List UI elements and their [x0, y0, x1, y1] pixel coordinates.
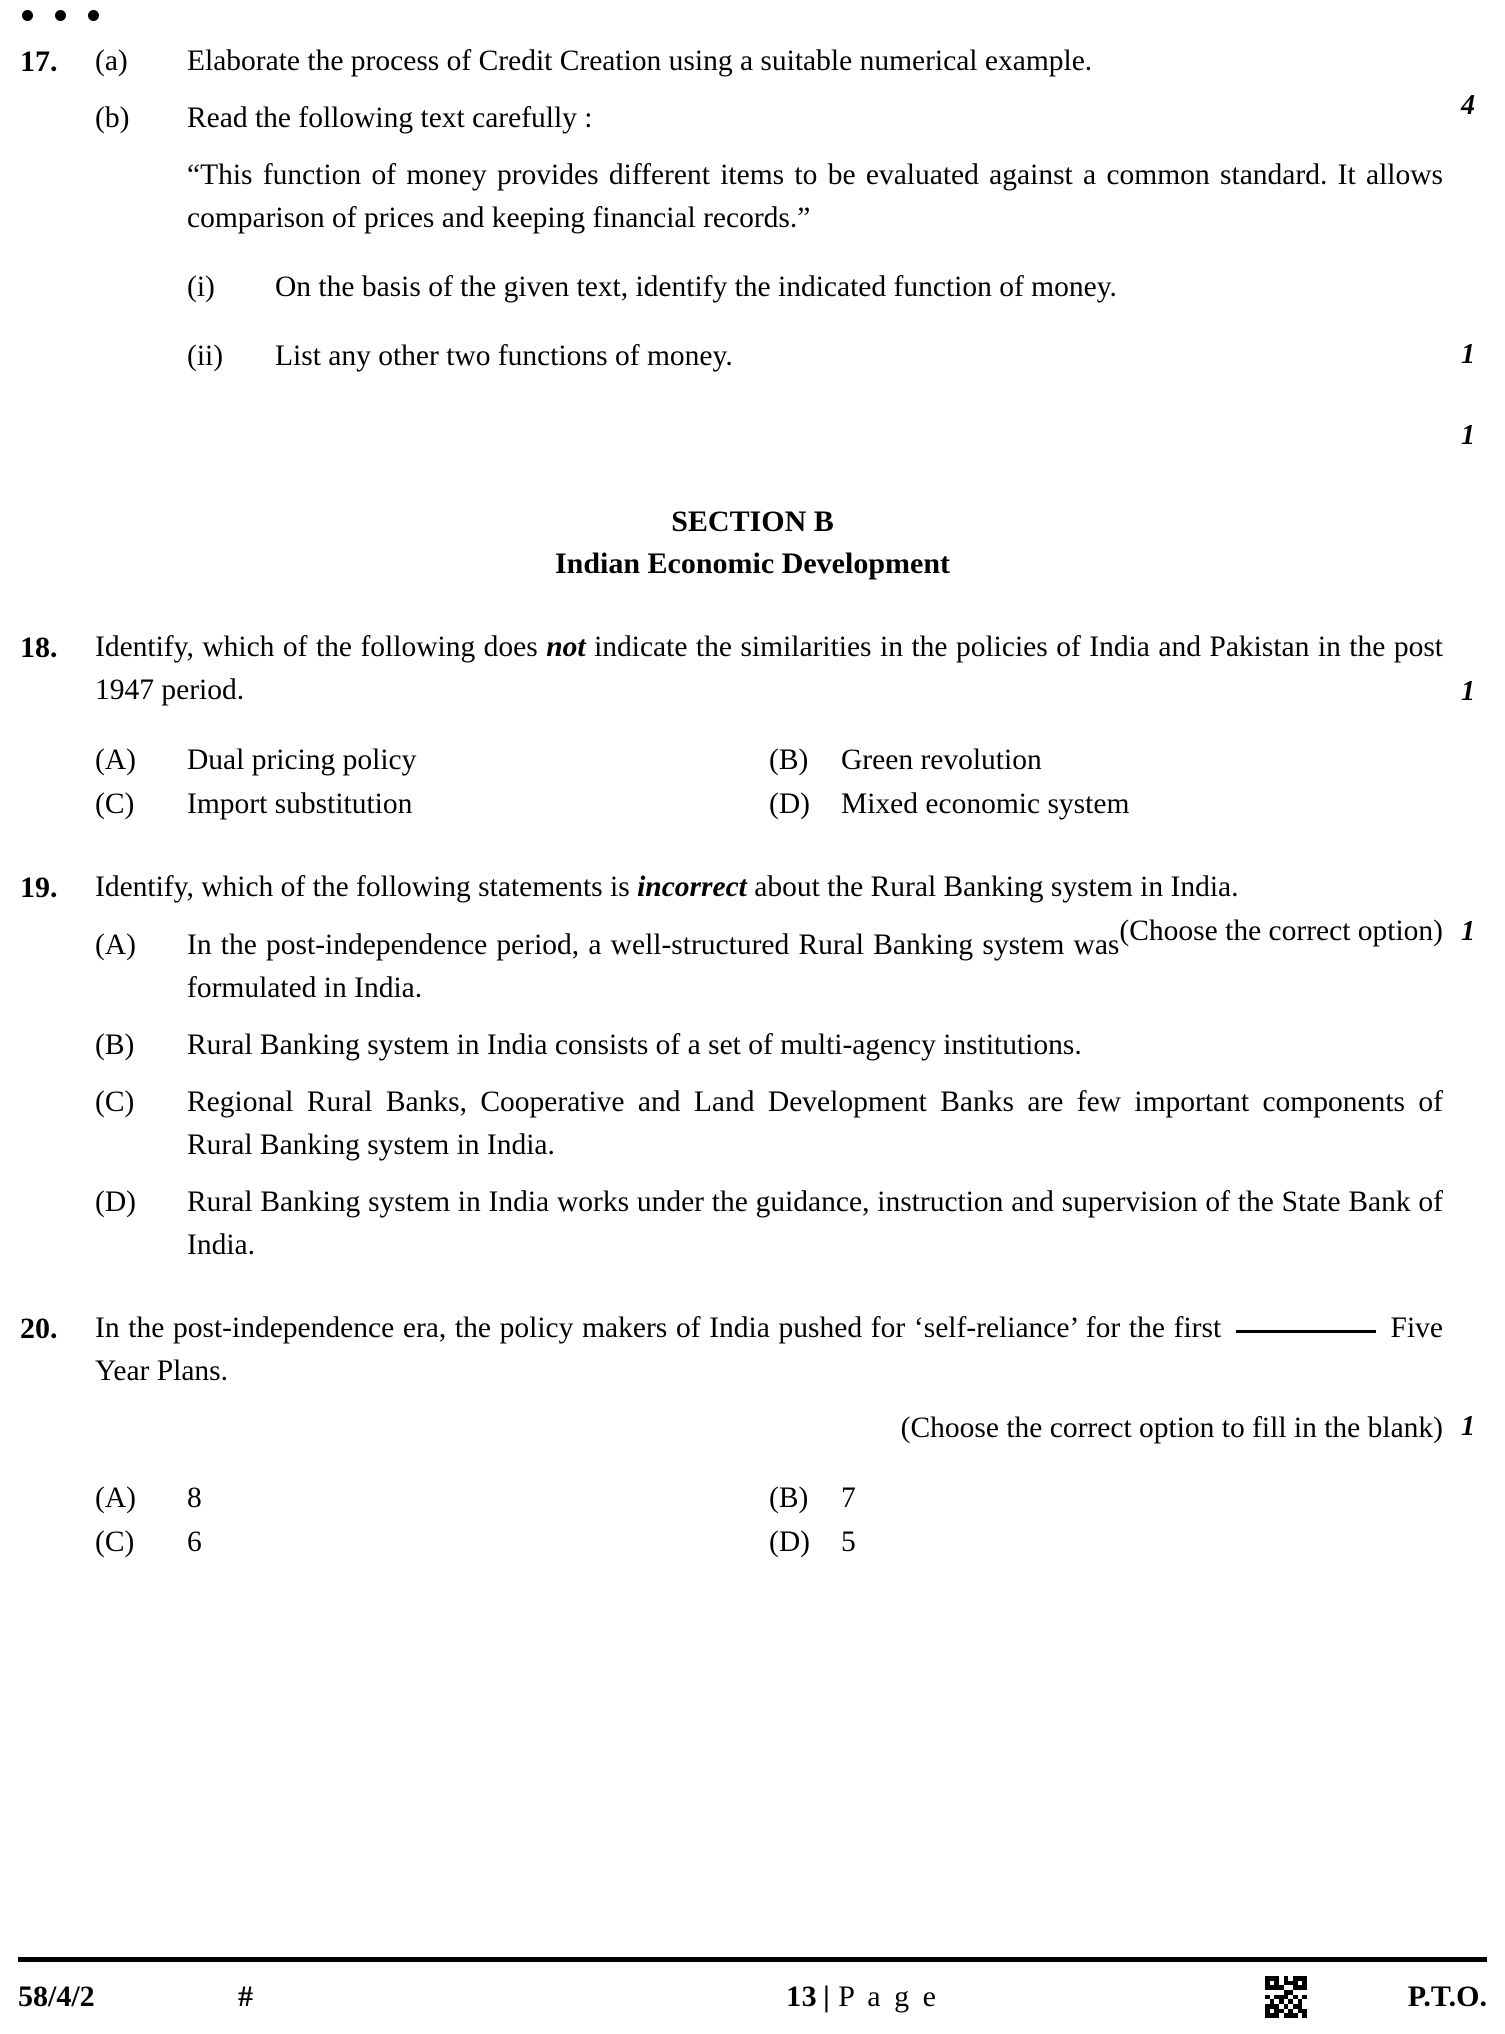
quote-spacer — [95, 154, 187, 240]
q18-stem-pre: Identify, which of the following does — [95, 630, 547, 663]
q19-option-b-key: (B) — [95, 1028, 135, 1061]
question-18-marks: 1 — [1461, 675, 1475, 707]
q19-option-d-text: Rural Banking system in India works under the guidance, instruction and supervision of the State Bank of India. — [187, 1185, 1443, 1261]
question-19-hint: (Choose the correct option) — [1119, 914, 1443, 947]
question-17-marks-column — [1443, 40, 1505, 457]
option-b[interactable] — [769, 738, 1443, 782]
q19-option-a-key: (A) — [95, 928, 136, 961]
page-separator: | — [823, 1980, 831, 2013]
question-19-body — [95, 866, 1443, 1267]
question-17-number: 17. — [20, 45, 58, 78]
question-18 — [0, 626, 1505, 827]
q19-option-b-text: Rural Banking system in India consists of a set of multi-agency institutions. — [187, 1028, 1082, 1061]
q20-option-b-key: (B) — [769, 1482, 809, 1515]
question-20-hint: (Choose the correct option to fill in the blank) — [900, 1412, 1443, 1445]
subpart-i-marks: 1 — [1461, 338, 1475, 370]
q20-option-a-text: 8 — [187, 1482, 202, 1515]
question-20-number: 20. — [20, 1311, 58, 1345]
q19-stem-emphasis: incorrect — [637, 871, 747, 904]
question-18-marks-column — [1443, 626, 1505, 827]
page-top-dots — [22, 10, 99, 21]
subpart-ii-marks: 1 — [1461, 419, 1475, 451]
option-c-key: (C) — [95, 788, 135, 821]
dot-3 — [88, 10, 99, 21]
option-d[interactable] — [769, 782, 1443, 826]
question-19-marks: 1 — [1461, 916, 1475, 948]
question-17-subpart-ii — [187, 335, 1443, 378]
option-a-key: (A) — [95, 743, 136, 776]
section-heading — [0, 501, 1505, 586]
question-18-body — [95, 626, 1443, 827]
question-20-stem — [95, 1307, 1443, 1393]
question-20-body — [95, 1307, 1443, 1565]
q19-option-a-text: In the post-independence period, a well-structured Rural Banking system was formulated in India. — [187, 928, 1120, 1004]
option-c[interactable] — [95, 782, 769, 826]
footer-divider — [18, 1957, 1487, 1962]
question-17-part-b-quote-row — [95, 154, 1443, 240]
q19-option-d[interactable] — [95, 1181, 1443, 1267]
q20-option-b[interactable] — [769, 1476, 1443, 1520]
q19-option-d-key: (D) — [95, 1185, 136, 1218]
option-a-text: Dual pricing policy — [187, 743, 417, 776]
qr-code-wrap — [1187, 1976, 1307, 2018]
q19-option-c-key: (C) — [95, 1085, 135, 1118]
q18-stem-post: indicate the similarities in the policies of India and Pakistan in the post 1947 period. — [95, 630, 1443, 706]
q19-option-a[interactable] — [95, 924, 1119, 1010]
page-number: 13 — [786, 1980, 818, 2013]
dot-2 — [55, 10, 66, 21]
q20-option-a[interactable] — [95, 1476, 769, 1520]
subpart-i-label: (i) — [187, 271, 215, 304]
part-a-text: Elaborate the process of Credit Creation using a suitable numerical example. — [187, 45, 1093, 77]
question-19-stem — [95, 866, 1443, 947]
question-17-subpart-i — [187, 266, 1443, 309]
question-18-options — [95, 738, 1443, 827]
q20-option-c[interactable] — [95, 1520, 769, 1564]
option-c-text: Import substitution — [187, 788, 413, 821]
option-b-text: Green revolution — [841, 743, 1042, 776]
part-b-label: (b) — [95, 102, 130, 135]
option-b-key: (B) — [769, 743, 809, 776]
q19-stem-pre: Identify, which of the following statements is — [95, 871, 638, 904]
page-content — [0, 40, 1505, 1565]
question-20-options — [95, 1476, 1443, 1565]
question-19 — [0, 866, 1505, 1267]
pto-label: P.T.O. — [1407, 1980, 1487, 2013]
q19-stem-post: about the Rural Banking system in India. — [746, 871, 1239, 904]
question-18-number: 18. — [20, 630, 58, 664]
q19-option-c[interactable] — [95, 1081, 1443, 1167]
q19-option-c-text: Regional Rural Banks, Cooperative and Land Development Banks are few important components of Rural Banking system in India. — [187, 1085, 1443, 1161]
question-20-marks-column — [1443, 1307, 1505, 1565]
q20-option-a-key: (A) — [95, 1482, 136, 1515]
hash-mark: # — [238, 1980, 253, 2013]
subpart-i-spacer — [95, 266, 187, 309]
q20-stem-pre: In the post-independence era, the policy makers of India pushed for ‘self-reliance’ for the first — [95, 1311, 1230, 1344]
section-title: SECTION B — [671, 504, 834, 538]
question-17-part-a — [95, 40, 1443, 83]
q20-stem-post: Five Year Plans. — [95, 1311, 1443, 1387]
question-17-body — [95, 40, 1443, 457]
subpart-ii-text: List any other two functions of money. — [275, 340, 733, 373]
question-18-stem — [95, 626, 1443, 712]
part-a-marks: 4 — [1461, 90, 1475, 121]
question-19-marks-column — [1443, 866, 1505, 1267]
option-d-text: Mixed economic system — [841, 788, 1130, 821]
part-b-quote: “This function of money provides different items to be evaluated against a common standard. It allows comparison of prices and keeping financial records.” — [187, 159, 1443, 235]
question-17-subpart-ii-row — [95, 335, 1443, 378]
option-d-key: (D) — [769, 788, 810, 821]
q20-option-b-text: 7 — [841, 1482, 856, 1515]
page-footer — [18, 1968, 1487, 2026]
question-20 — [0, 1307, 1505, 1565]
q20-option-c-text: 6 — [187, 1526, 202, 1559]
subpart-i-text: On the basis of the given text, identify the indicated function of money. — [275, 271, 1117, 304]
option-a[interactable] — [95, 738, 769, 782]
section-subtitle: Indian Economic Development — [554, 547, 950, 581]
q20-option-d-key: (D) — [769, 1526, 810, 1559]
question-20-marks: 1 — [1461, 1410, 1475, 1442]
part-a-label: (a) — [95, 45, 128, 77]
qr-code-icon — [1265, 1976, 1307, 2018]
part-b-text: Read the following text carefully : — [187, 102, 593, 135]
subpart-ii-label: (ii) — [187, 340, 224, 373]
subpart-ii-spacer — [95, 335, 187, 378]
question-17-part-b — [95, 97, 1443, 140]
q20-option-c-key: (C) — [95, 1526, 135, 1559]
q18-stem-emphasis: not — [546, 630, 586, 663]
q20-option-d-text: 5 — [841, 1526, 856, 1559]
fill-in-blank[interactable] — [1236, 1330, 1376, 1333]
question-19-number: 19. — [20, 871, 58, 905]
q20-option-d[interactable] — [769, 1520, 1443, 1564]
question-17-subpart-i-row — [95, 266, 1443, 309]
q19-option-b[interactable] — [95, 1024, 1443, 1067]
paper-code: 58/4/2 — [18, 1980, 95, 2013]
dot-1 — [22, 10, 33, 21]
question-17 — [0, 40, 1505, 457]
page-word: P a g e — [838, 1980, 939, 2013]
page-indicator — [538, 1980, 1187, 2014]
